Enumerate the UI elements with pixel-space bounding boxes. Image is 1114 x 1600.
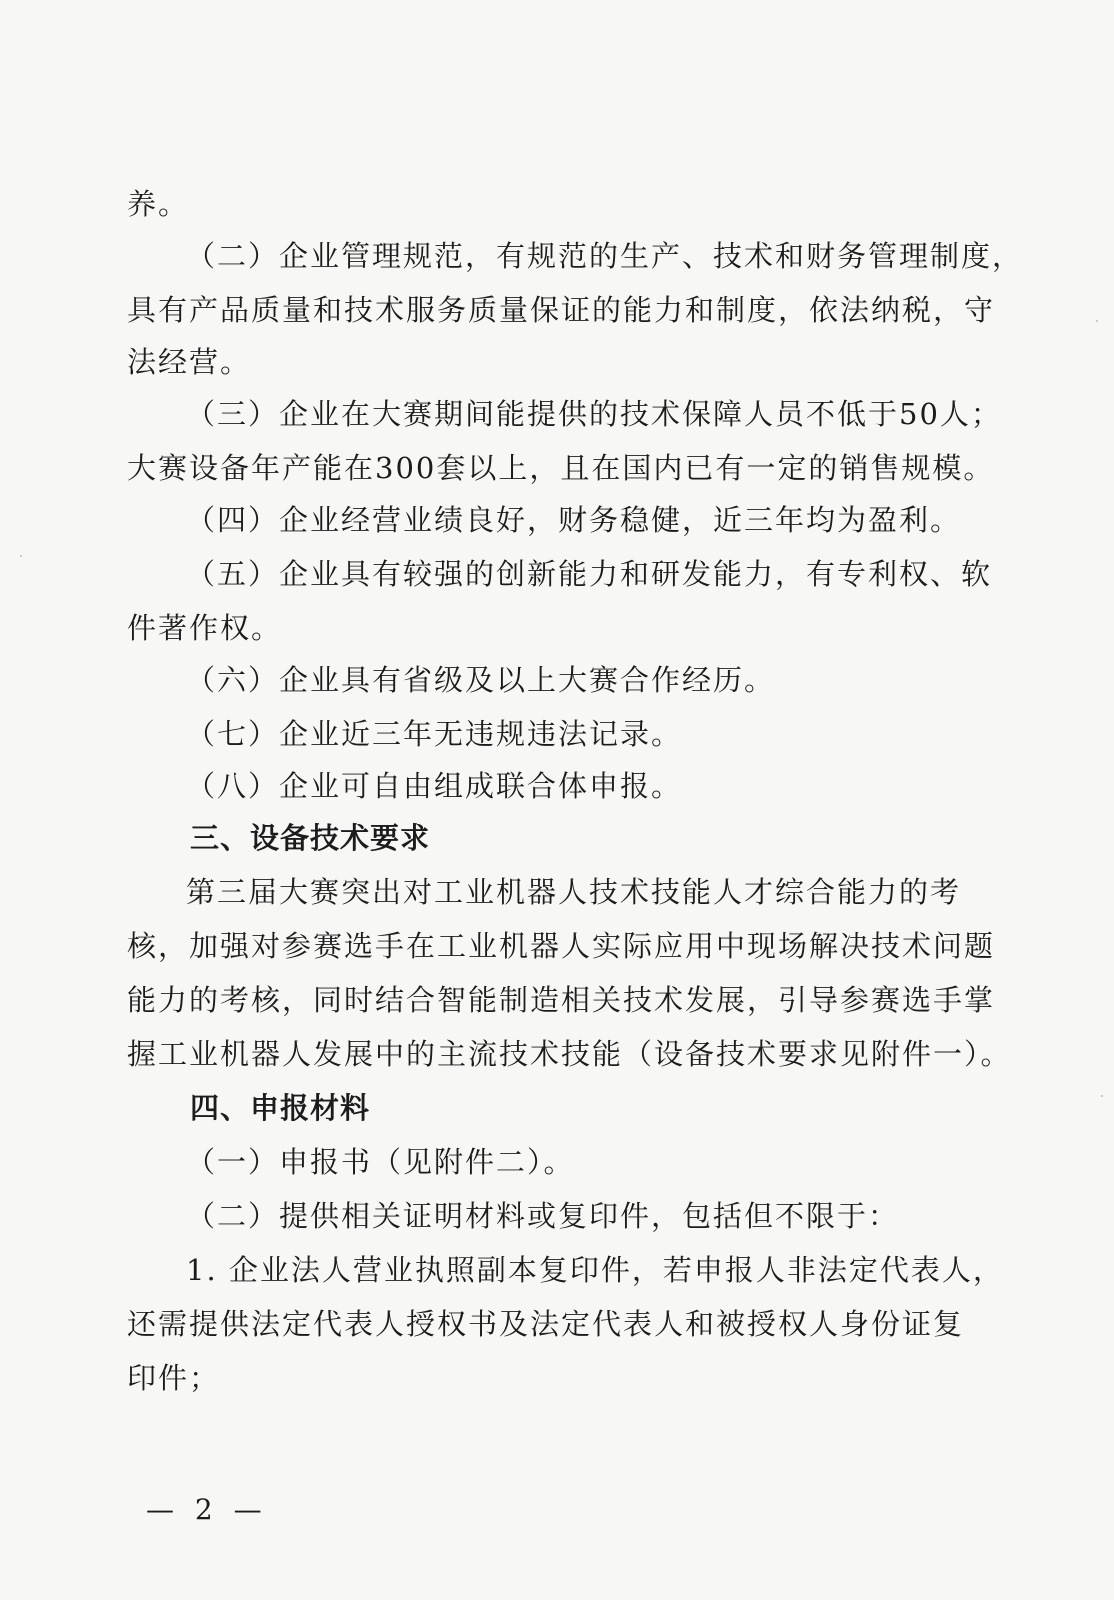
text-line-7: （四）企业经营业绩良好，财务稳健，近三年均为盈利。 — [186, 503, 962, 537]
text-line-5: （三）企业在大赛期间能提供的技术保障人员不低于50人； — [186, 397, 1002, 431]
text-line-15: 核，加强对参赛选手在工业机器人实际应用中现场解决技术问题 — [127, 929, 996, 963]
text-line-11: （七）企业近三年无违规违法记录。 — [186, 717, 683, 751]
text-line-4: 法经营。 — [127, 345, 252, 379]
text-line-16: 能力的考核，同时结合智能制造相关技术发展，引导参赛选手掌 — [127, 983, 996, 1017]
scan-speck — [1101, 1095, 1103, 1097]
page-number: — 2 — — [146, 1493, 268, 1526]
text-line-8: （五）企业具有较强的创新能力和研发能力，有专利权、软 — [186, 557, 993, 591]
text-line-6: 大赛设备年产能在300套以上，且在国内已有一定的销售规模。 — [127, 451, 995, 485]
text-line-1: 养。 — [127, 187, 190, 221]
text-line-14: 第三届大赛突出对工业机器人技术技能人才综合能力的考 — [186, 875, 962, 909]
text-line-12: （八）企业可自由组成联合体申报。 — [186, 769, 683, 803]
section-heading-4: 四、申报材料 — [190, 1091, 371, 1125]
text-line-10: （六）企业具有省级及以上大赛合作经历。 — [186, 663, 776, 697]
scan-speck — [1096, 320, 1098, 322]
text-line-20: （二）提供相关证明材料或复印件，包括但不限于： — [186, 1199, 900, 1233]
text-line-22: 还需提供法定代表人授权书及法定代表人和被授权人身份证复 — [127, 1307, 965, 1341]
scan-speck — [20, 555, 22, 557]
text-line-2: （二）企业管理规范，有规范的生产、技术和财务管理制度， — [186, 239, 1024, 273]
text-line-17: 握工业机器人发展中的主流技术技能（设备技术要求见附件一）。 — [127, 1037, 1012, 1071]
text-line-9: 件著作权。 — [127, 611, 283, 645]
text-line-23: 印件； — [127, 1361, 221, 1395]
text-line-19: （一）申报书（见附件二）。 — [186, 1145, 575, 1179]
text-line-3: 具有产品质量和技术服务质量保证的能力和制度，依法纳税，守 — [127, 293, 996, 327]
section-heading-3: 三、设备技术要求 — [190, 821, 431, 855]
text-line-21: 1. 企业法人营业执照副本复印件，若申报人非法定代表人， — [186, 1253, 1004, 1287]
